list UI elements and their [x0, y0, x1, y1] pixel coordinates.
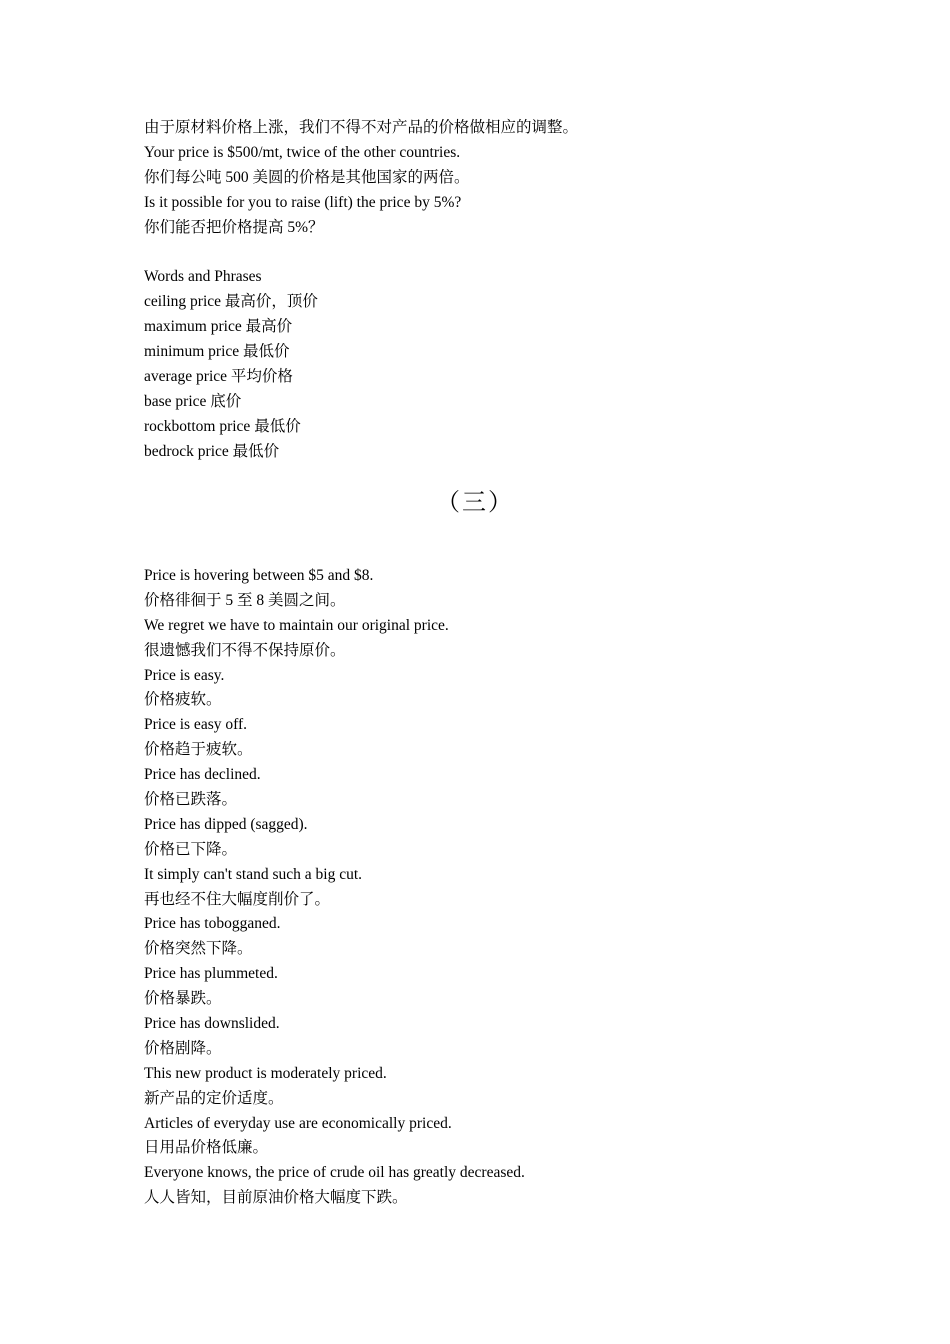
sentence-line: 价格突然下降。 [144, 940, 253, 958]
sentence-line: 很遗憾我们不得不保持原价。 [144, 641, 346, 659]
vocabulary-item: base price 底价 [144, 392, 242, 410]
sentence-line: Everyone knows, the price of crude oil has greatly decreased. [144, 1164, 525, 1182]
vocabulary-item: bedrock price 最低价 [144, 442, 280, 460]
sentence-line: Price is easy. [144, 666, 225, 684]
sentence-line: Price has plummeted. [144, 965, 278, 983]
vocabulary-item: rockbottom price 最低价 [144, 417, 301, 435]
sentence-line: Price has tobogganed. [144, 915, 281, 933]
vocabulary-item: ceiling price 最高价，顶价 [144, 293, 318, 311]
sentence-line: 价格剧降。 [144, 1039, 222, 1057]
top-text-block [144, 116, 844, 464]
sentences-block [144, 564, 844, 1211]
sentence-line: Price is easy off. [144, 716, 248, 734]
blank-line [144, 240, 844, 265]
intro-line: 由于原材料价格上涨，我们不得不对产品的价格做相应的调整。 [144, 119, 579, 136]
intro-line: 你们能否把价格提高 5%？ [144, 218, 324, 236]
sentence-line: 价格疲软。 [144, 691, 222, 709]
sentence-line: 价格已跌落。 [144, 791, 238, 809]
sentence-line: 价格已下降。 [144, 840, 238, 858]
sentence-line: 新产品的定价适度。 [144, 1089, 284, 1107]
vocabulary-item: minimum price 最低价 [144, 343, 290, 361]
intro-line: 你们每公吨 500 美圆的价格是其他国家的两倍。 [144, 168, 470, 186]
words-heading: Words and Phrases [144, 268, 262, 286]
sentence-line: It simply can't stand such a big cut. [144, 865, 363, 883]
sentence-line: 价格暴跌。 [144, 990, 222, 1008]
sentence-line: Price has downslided. [144, 1015, 280, 1033]
sentence-line: 再也经不住大幅度削价了。 [144, 890, 331, 908]
vocabulary-item: average price 平均价格 [144, 367, 293, 385]
sentence-line: This new product is moderately priced. [144, 1064, 387, 1082]
sentence-line: 人人皆知，目前原油价格大幅度下跌。 [144, 1189, 408, 1207]
sentence-line: 价格趋于疲软。 [144, 741, 253, 759]
section-heading: （三） [436, 490, 514, 516]
sentence-line: Price is hovering between $5 and $8. [144, 567, 374, 584]
intro-line: Is it possible for you to raise (lift) the price by 5%? [144, 193, 462, 211]
sentence-line: We regret we have to maintain our original price. [144, 616, 449, 634]
sentence-line: Articles of everyday use are economically priced. [144, 1114, 452, 1132]
sentence-line: Price has declined. [144, 766, 261, 784]
sentence-line: 价格徘徊于 5 至 8 美圆之间。 [144, 591, 346, 609]
intro-line: Your price is $500/mt, twice of the other countries. [144, 143, 461, 161]
sentence-line: Price has dipped (sagged). [144, 815, 308, 833]
sentence-line: 日用品价格低廉。 [144, 1139, 269, 1157]
vocabulary-item: maximum price 最高价 [144, 318, 293, 336]
